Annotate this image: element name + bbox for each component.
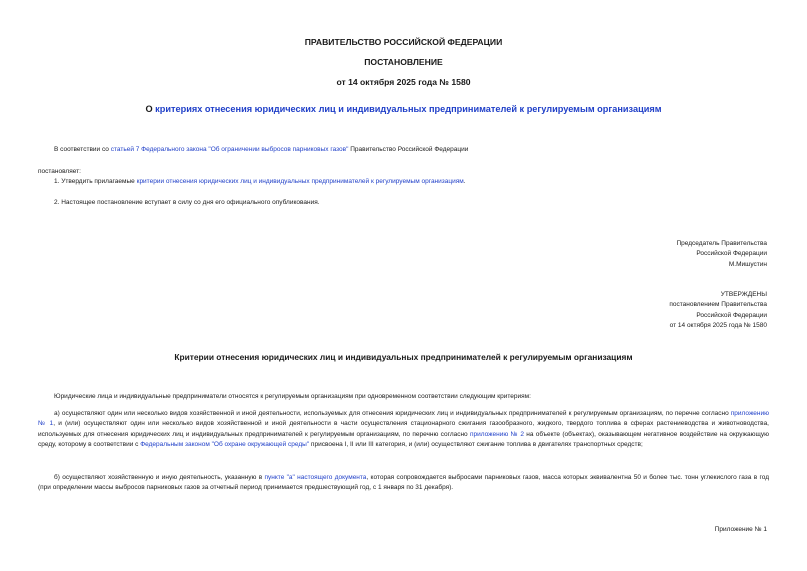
signature-line-2: Российской Федерации	[696, 250, 767, 258]
criteria-heading: Критерии отнесения юридических лиц и индивидуальных предпринимателей к регулируемым организациям	[174, 352, 633, 362]
preamble-text-before: В соответствии со	[54, 146, 111, 153]
item-2: 2. Настоящее постановление вступает в силу со дня его официального опубликования.	[54, 199, 320, 206]
criterion-a	[38, 409, 769, 450]
preamble-text-after: Правительство Российской Федерации	[348, 146, 469, 153]
document-type: ПОСТАНОВЛЕНИЕ	[364, 57, 443, 67]
environment-law-link[interactable]: Федеральным законом "Об охране окружающей среды"	[140, 440, 310, 448]
criterion-b-text-2: , которая сопровождается выбросами парниковых газов, масса которых эквивалентна 50 и более тыс. тонн углекислого газа в год (при определении массы выбросов парниковых газов за отчетный период принимается предшествующий год, с 1 января по 31 декабря).	[38, 474, 769, 492]
approval-line-2: постановлением Правительства	[669, 301, 767, 309]
federal-law-link[interactable]: статьей 7 Федерального закона "Об ограничении выбросов парниковых газов"	[110, 146, 349, 153]
document-date-number: от 14 октября 2025 года № 1580	[336, 77, 471, 87]
decides-text: постановляет:	[38, 168, 81, 175]
appendix-1-link[interactable]: приложению № 1	[38, 410, 769, 428]
document-title	[0, 104, 807, 114]
appendix-2-link[interactable]: приложению № 2	[470, 430, 524, 438]
item-1-text: 1. Утвердить прилагаемые	[54, 178, 137, 185]
item-1-end: .	[463, 178, 466, 185]
criterion-a-text-2: , и (или) осуществляют один или несколько видов хозяйственной и иной деятельности в части осуществления стационарного сжигания газообразного, жидкого, твердого топлива в сферах растениеводства и животноводства, используемых для отнесения юридических лиц и индивидуальных предпринимателей к регулируемым организациям, по перечню согласно	[38, 420, 769, 438]
preamble	[54, 145, 468, 155]
item-1	[54, 177, 466, 187]
criterion-b	[38, 473, 769, 494]
title-link[interactable]: критериях отнесения юридических лиц и индивидуальных предпринимателей к регулируемым организациям	[155, 104, 662, 114]
signature-block	[676, 239, 767, 270]
title-prefix: О	[145, 104, 156, 114]
approval-line-3: Российской Федерации	[696, 311, 767, 319]
criteria-link[interactable]: критерии отнесения юридических лиц и индивидуальных предпринимателей к регулируемым организациям	[136, 178, 464, 185]
signature-line-1: Председатель Правительства	[676, 240, 767, 247]
criteria-intro: Юридические лица и индивидуальные предприниматели относятся к регулируемым организациям при одновременном соответствии следующим критериям:	[54, 393, 531, 400]
criterion-b-text-1: б) осуществляют хозяйственную и иную деятельность, указанную в	[54, 474, 265, 481]
item-a-link[interactable]: пункте "а" настоящего документа	[264, 474, 367, 481]
approval-line-1: УТВЕРЖДЕНЫ	[720, 291, 767, 298]
approval-block	[669, 290, 767, 331]
criterion-a-text-4: присвоена I, II или III категория, и (или) осуществляют сжигание топлива в двигателях транспортных средств;	[309, 440, 643, 448]
criterion-a-text-3: на объекте (объектах), оказывающем негативное воздействие на окружающую среду, которому в соответствии с	[38, 430, 769, 448]
appendix-label: Приложение № 1	[714, 526, 767, 533]
signature-line-3: М.Мишустин	[728, 260, 767, 268]
government-heading: ПРАВИТЕЛЬСТВО РОССИЙСКОЙ ФЕДЕРАЦИИ	[304, 37, 503, 47]
approval-line-4: от 14 октября 2025 года № 1580	[669, 321, 767, 329]
criterion-a-text-1: а) осуществляют один или несколько видов хозяйственной и иной деятельности, используемых для отнесения юридических лиц и индивидуальных предпринимателей к регулируемым организациям, по перечне согласно	[54, 410, 731, 417]
